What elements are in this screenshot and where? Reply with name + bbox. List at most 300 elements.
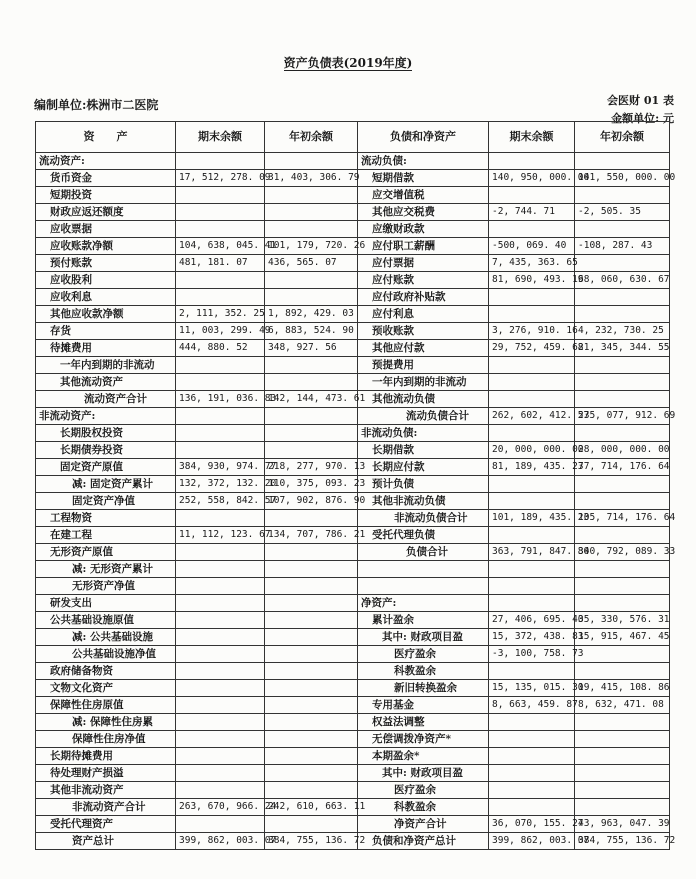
- liability-label: 新旧转换盈余: [358, 680, 489, 697]
- col-liability: 负债和净资产: [358, 122, 489, 153]
- asset-begin-value: [265, 442, 358, 459]
- asset-end-value: 104, 638, 045. 41: [176, 238, 265, 255]
- table-row: [36, 340, 670, 357]
- liability-label: 负债和净资产总计: [358, 833, 489, 850]
- asset-begin-value: [265, 153, 358, 170]
- liability-label: 应付票据: [358, 255, 489, 272]
- asset-begin-value: [265, 612, 358, 629]
- asset-label: 非流动资产:: [36, 408, 176, 425]
- asset-end-value: [176, 765, 265, 782]
- liability-begin-value: [575, 221, 670, 238]
- asset-begin-value: [265, 595, 358, 612]
- table-body: [36, 153, 676, 850]
- form-number: 会医财 01 表: [607, 94, 674, 107]
- liability-begin-value: [575, 561, 670, 578]
- asset-label: 工程物资: [36, 510, 176, 527]
- liability-begin-value: 19, 415, 108. 86: [575, 680, 670, 697]
- table-row: [36, 459, 670, 476]
- liability-begin-value: 21, 345, 344. 55: [575, 340, 670, 357]
- asset-begin-value: [265, 408, 358, 425]
- liability-begin-value: [575, 765, 670, 782]
- amount-unit: 金额单位: 元: [611, 112, 674, 125]
- liability-end-value: 3, 276, 910. 16: [489, 323, 575, 340]
- asset-label: 应收账款净额: [36, 238, 176, 255]
- table-row: [36, 323, 670, 340]
- asset-begin-value: [265, 357, 358, 374]
- liability-end-value: [489, 782, 575, 799]
- asset-label: 无形资产原值: [36, 544, 176, 561]
- table-row: [36, 425, 670, 442]
- liability-label: 净资产:: [358, 595, 489, 612]
- liability-end-value: 363, 791, 847. 80: [489, 544, 575, 561]
- asset-end-value: [176, 816, 265, 833]
- asset-begin-value: [265, 816, 358, 833]
- asset-end-value: [176, 510, 265, 527]
- liability-end-value: 15, 372, 438. 83: [489, 629, 575, 646]
- liability-end-value: [489, 799, 575, 816]
- liability-end-value: [489, 221, 575, 238]
- asset-begin-value: [265, 374, 358, 391]
- col-liability-begin: 年初余额: [575, 122, 670, 153]
- asset-begin-value: [265, 680, 358, 697]
- liability-label: 科教盈余: [358, 663, 489, 680]
- liability-end-value: 81, 690, 493. 19: [489, 272, 575, 289]
- asset-label: 其他非流动资产: [36, 782, 176, 799]
- liability-label: 一年内到期的非流动: [358, 374, 489, 391]
- liability-begin-value: [575, 187, 670, 204]
- liability-begin-value: [575, 493, 670, 510]
- liability-end-value: [489, 357, 575, 374]
- table-row: [36, 731, 670, 748]
- asset-end-value: 263, 670, 966. 24: [176, 799, 265, 816]
- asset-begin-value: 384, 755, 136. 72: [265, 833, 358, 850]
- liability-label: 其他非流动负债: [358, 493, 489, 510]
- col-asset-begin: 年初余额: [265, 122, 358, 153]
- asset-begin-value: 436, 565. 07: [265, 255, 358, 272]
- asset-label: 应收票据: [36, 221, 176, 238]
- asset-end-value: [176, 289, 265, 306]
- liability-end-value: 262, 602, 412. 57: [489, 408, 575, 425]
- asset-end-value: 11, 112, 123. 67: [176, 527, 265, 544]
- liability-label: 其他流动负债: [358, 391, 489, 408]
- table-row: [36, 595, 670, 612]
- liability-begin-value: -108, 287. 43: [575, 238, 670, 255]
- asset-label: 非流动资产合计: [36, 799, 176, 816]
- liability-label: 短期借款: [358, 170, 489, 187]
- asset-end-value: [176, 731, 265, 748]
- table-row: [36, 255, 670, 272]
- asset-end-value: [176, 357, 265, 374]
- liability-label: 流动负债合计: [358, 408, 489, 425]
- asset-label: 减: 公共基础设施: [36, 629, 176, 646]
- liability-label: 其他应交税费: [358, 204, 489, 221]
- asset-begin-value: [265, 697, 358, 714]
- liability-label: 累计盈余: [358, 612, 489, 629]
- asset-begin-value: [265, 765, 358, 782]
- liability-begin-value: 4, 232, 730. 25: [575, 323, 670, 340]
- table-row: [36, 493, 670, 510]
- liability-begin-value: [575, 391, 670, 408]
- liability-end-value: [489, 187, 575, 204]
- table-row: [36, 799, 670, 816]
- asset-begin-value: 218, 277, 970. 13: [265, 459, 358, 476]
- liability-begin-value: [575, 374, 670, 391]
- asset-begin-value: 134, 707, 786. 21: [265, 527, 358, 544]
- asset-label: 公共基础设施原值: [36, 612, 176, 629]
- liability-end-value: [489, 527, 575, 544]
- liability-label: 专用基金: [358, 697, 489, 714]
- table-row: [36, 833, 670, 850]
- asset-label: 无形资产净值: [36, 578, 176, 595]
- report-title: [0, 54, 696, 71]
- asset-end-value: 252, 558, 842. 57: [176, 493, 265, 510]
- liability-end-value: [489, 493, 575, 510]
- asset-label: 应收股利: [36, 272, 176, 289]
- asset-begin-value: [265, 221, 358, 238]
- asset-end-value: [176, 221, 265, 238]
- asset-end-value: [176, 629, 265, 646]
- col-asset-end: 期末余额: [176, 122, 265, 153]
- asset-begin-value: 142, 144, 473. 61: [265, 391, 358, 408]
- asset-end-value: [176, 748, 265, 765]
- liability-begin-value: [575, 425, 670, 442]
- asset-begin-value: [265, 425, 358, 442]
- asset-begin-value: [265, 561, 358, 578]
- asset-end-value: [176, 782, 265, 799]
- liability-label: 受托代理负债: [358, 527, 489, 544]
- asset-end-value: 17, 512, 278. 09: [176, 170, 265, 187]
- liability-label: 净资产合计: [358, 816, 489, 833]
- liability-label: 预收账款: [358, 323, 489, 340]
- table-row: [36, 680, 670, 697]
- liability-label: 预计负债: [358, 476, 489, 493]
- liability-begin-value: [575, 153, 670, 170]
- table-row: [36, 578, 670, 595]
- liability-end-value: -2, 744. 71: [489, 204, 575, 221]
- asset-begin-value: [265, 204, 358, 221]
- asset-end-value: [176, 408, 265, 425]
- table-row: [36, 714, 670, 731]
- liability-end-value: 15, 135, 015. 30: [489, 680, 575, 697]
- table-row: [36, 476, 670, 493]
- liability-end-value: [489, 714, 575, 731]
- asset-label: 一年内到期的非流动: [36, 357, 176, 374]
- liability-label: 长期借款: [358, 442, 489, 459]
- asset-label: 在建工程: [36, 527, 176, 544]
- table-row: [36, 765, 670, 782]
- asset-end-value: 444, 880. 52: [176, 340, 265, 357]
- asset-begin-value: 107, 902, 876. 90: [265, 493, 358, 510]
- asset-label: 保障性住房净值: [36, 731, 176, 748]
- asset-end-value: [176, 578, 265, 595]
- asset-begin-value: 348, 927. 56: [265, 340, 358, 357]
- table-row: [36, 612, 670, 629]
- liability-label: 其中: 财政项目盈: [358, 765, 489, 782]
- liability-begin-value: [575, 646, 670, 663]
- liability-end-value: [489, 578, 575, 595]
- liability-end-value: [489, 765, 575, 782]
- table-row: [36, 561, 670, 578]
- table-row: [36, 306, 670, 323]
- table-row: [36, 408, 670, 425]
- liability-begin-value: [575, 476, 670, 493]
- asset-begin-value: [265, 731, 358, 748]
- liability-begin-value: 105, 714, 176. 64: [575, 510, 670, 527]
- liability-begin-value: 235, 077, 912. 69: [575, 408, 670, 425]
- liability-begin-value: [575, 578, 670, 595]
- asset-label: 固定资产原值: [36, 459, 176, 476]
- liability-label: [358, 561, 489, 578]
- asset-end-value: [176, 663, 265, 680]
- asset-label: 流动资产:: [36, 153, 176, 170]
- asset-label: 预付账款: [36, 255, 176, 272]
- table-row: [36, 357, 670, 374]
- liability-label: 科教盈余: [358, 799, 489, 816]
- table-header-row: [36, 122, 670, 153]
- liability-end-value: 36, 070, 155. 27: [489, 816, 575, 833]
- asset-end-value: [176, 153, 265, 170]
- asset-end-value: [176, 442, 265, 459]
- liability-label: 无偿调拨净资产*: [358, 731, 489, 748]
- liability-begin-value: [575, 799, 670, 816]
- asset-begin-value: [265, 272, 358, 289]
- liability-end-value: 399, 862, 003. 07: [489, 833, 575, 850]
- table-row: [36, 374, 670, 391]
- liability-end-value: 81, 189, 435. 23: [489, 459, 575, 476]
- liability-end-value: [489, 561, 575, 578]
- liability-end-value: [489, 289, 575, 306]
- liability-begin-value: 15, 915, 467. 45: [575, 629, 670, 646]
- table-row: [36, 527, 670, 544]
- liability-label: 医疗盈余: [358, 646, 489, 663]
- asset-begin-value: [265, 663, 358, 680]
- liability-begin-value: 340, 792, 089. 33: [575, 544, 670, 561]
- liability-label: 应付账款: [358, 272, 489, 289]
- table-row: [36, 391, 670, 408]
- table-row: [36, 442, 670, 459]
- table-row: [36, 629, 670, 646]
- asset-label: 存货: [36, 323, 176, 340]
- liability-begin-value: [575, 289, 670, 306]
- asset-label: 待处理财产损溢: [36, 765, 176, 782]
- liability-end-value: 101, 189, 435. 23: [489, 510, 575, 527]
- asset-end-value: 399, 862, 003. 07: [176, 833, 265, 850]
- liability-begin-value: [575, 527, 670, 544]
- asset-label: 流动资产合计: [36, 391, 176, 408]
- liability-label: 应付政府补贴款: [358, 289, 489, 306]
- report-title-text: 资产负债表(2019年度): [283, 56, 413, 70]
- liability-label: 医疗盈余: [358, 782, 489, 799]
- liability-label: 应缴财政款: [358, 221, 489, 238]
- asset-end-value: [176, 374, 265, 391]
- asset-label: 短期投资: [36, 187, 176, 204]
- liability-end-value: [489, 476, 575, 493]
- asset-end-value: [176, 595, 265, 612]
- liability-begin-value: [575, 731, 670, 748]
- liability-label: 权益法调整: [358, 714, 489, 731]
- asset-label: 货币资金: [36, 170, 176, 187]
- asset-end-value: [176, 425, 265, 442]
- table-row: [36, 748, 670, 765]
- asset-end-value: [176, 714, 265, 731]
- asset-begin-value: [265, 714, 358, 731]
- liability-label: 流动负债:: [358, 153, 489, 170]
- liability-begin-value: 141, 550, 000. 00: [575, 170, 670, 187]
- asset-end-value: [176, 204, 265, 221]
- liability-end-value: 20, 000, 000. 00: [489, 442, 575, 459]
- asset-begin-value: 242, 610, 663. 11: [265, 799, 358, 816]
- asset-end-value: [176, 697, 265, 714]
- liability-label: 应交增值税: [358, 187, 489, 204]
- liability-label: 负债合计: [358, 544, 489, 561]
- asset-end-value: 2, 111, 352. 25: [176, 306, 265, 323]
- reporting-unit: 编制单位:株洲市二医院: [34, 98, 159, 112]
- asset-begin-value: 6, 883, 524. 90: [265, 323, 358, 340]
- col-liability-end: 期末余额: [489, 122, 575, 153]
- asset-label: 财政应返还额度: [36, 204, 176, 221]
- table-row: [36, 289, 670, 306]
- liability-begin-value: [575, 306, 670, 323]
- liability-begin-value: 35, 330, 576. 31: [575, 612, 670, 629]
- balance-sheet-table: [35, 121, 676, 850]
- asset-label: 其他应收款净额: [36, 306, 176, 323]
- asset-end-value: 481, 181. 07: [176, 255, 265, 272]
- asset-end-value: [176, 561, 265, 578]
- table-row: [36, 697, 670, 714]
- asset-end-value: [176, 612, 265, 629]
- asset-end-value: [176, 646, 265, 663]
- asset-label: 长期债券投资: [36, 442, 176, 459]
- asset-label: 减: 保障性住房累: [36, 714, 176, 731]
- liability-begin-value: 384, 755, 136. 72: [575, 833, 670, 850]
- liability-end-value: -500, 069. 40: [489, 238, 575, 255]
- asset-begin-value: [265, 187, 358, 204]
- asset-begin-value: 1, 892, 429. 03: [265, 306, 358, 323]
- liability-label: 非流动负债:: [358, 425, 489, 442]
- table-row: [36, 272, 670, 289]
- liability-label: [358, 578, 489, 595]
- asset-begin-value: [265, 748, 358, 765]
- asset-label: 保障性住房原值: [36, 697, 176, 714]
- liability-end-value: [489, 153, 575, 170]
- liability-end-value: [489, 391, 575, 408]
- liability-begin-value: -2, 505. 35: [575, 204, 670, 221]
- liability-label: 本期盈余*: [358, 748, 489, 765]
- asset-end-value: [176, 187, 265, 204]
- table-row: [36, 816, 670, 833]
- liability-label: 其中: 财政项目盈: [358, 629, 489, 646]
- table-row: [36, 663, 670, 680]
- table-row: [36, 153, 670, 170]
- liability-end-value: [489, 374, 575, 391]
- liability-end-value: [489, 663, 575, 680]
- liability-label: 预提费用: [358, 357, 489, 374]
- liability-label: 非流动负债合计: [358, 510, 489, 527]
- asset-begin-value: [265, 629, 358, 646]
- liability-begin-value: [575, 357, 670, 374]
- liability-end-value: [489, 731, 575, 748]
- asset-label: 其他流动资产: [36, 374, 176, 391]
- liability-end-value: 29, 752, 459. 68: [489, 340, 575, 357]
- col-asset: 资 产: [36, 122, 176, 153]
- liability-begin-value: [575, 782, 670, 799]
- liability-end-value: [489, 748, 575, 765]
- asset-label: 减: 无形资产累计: [36, 561, 176, 578]
- asset-begin-value: [265, 646, 358, 663]
- liability-label: 长期应付款: [358, 459, 489, 476]
- table-row: [36, 221, 670, 238]
- asset-begin-value: [265, 289, 358, 306]
- liability-end-value: [489, 425, 575, 442]
- liability-end-value: 27, 406, 695. 40: [489, 612, 575, 629]
- asset-label: 文物文化资产: [36, 680, 176, 697]
- liability-begin-value: [575, 748, 670, 765]
- asset-end-value: 384, 930, 974. 77: [176, 459, 265, 476]
- asset-begin-value: 110, 375, 093. 23: [265, 476, 358, 493]
- asset-label: 长期股权投资: [36, 425, 176, 442]
- asset-label: 固定资产净值: [36, 493, 176, 510]
- asset-begin-value: [265, 578, 358, 595]
- asset-end-value: 132, 372, 132. 20: [176, 476, 265, 493]
- asset-begin-value: 31, 403, 306. 79: [265, 170, 358, 187]
- liability-end-value: 7, 435, 363. 65: [489, 255, 575, 272]
- table-row: [36, 782, 670, 799]
- asset-end-value: 136, 191, 036. 83: [176, 391, 265, 408]
- table-row: [36, 544, 670, 561]
- asset-end-value: [176, 680, 265, 697]
- asset-end-value: 11, 003, 299. 49: [176, 323, 265, 340]
- liability-begin-value: [575, 255, 670, 272]
- table-row: [36, 204, 670, 221]
- liability-end-value: 140, 950, 000. 00: [489, 170, 575, 187]
- table-row: [36, 646, 670, 663]
- asset-end-value: [176, 544, 265, 561]
- liability-end-value: -3, 100, 758. 73: [489, 646, 575, 663]
- asset-label: 待摊费用: [36, 340, 176, 357]
- table-row: [36, 170, 670, 187]
- liability-begin-value: 28, 000, 000. 00: [575, 442, 670, 459]
- table-row: [36, 187, 670, 204]
- liability-begin-value: [575, 595, 670, 612]
- asset-label: 研发支出: [36, 595, 176, 612]
- liability-begin-value: [575, 663, 670, 680]
- liability-end-value: [489, 595, 575, 612]
- asset-begin-value: [265, 510, 358, 527]
- liability-end-value: [489, 306, 575, 323]
- liability-label: 应付利息: [358, 306, 489, 323]
- liability-begin-value: 77, 714, 176. 64: [575, 459, 670, 476]
- liability-label: 应付职工薪酬: [358, 238, 489, 255]
- asset-label: 减: 固定资产累计: [36, 476, 176, 493]
- liability-begin-value: [575, 714, 670, 731]
- table-row: [36, 510, 670, 527]
- asset-label: 应收利息: [36, 289, 176, 306]
- asset-begin-value: [265, 782, 358, 799]
- table-row: [36, 238, 670, 255]
- asset-label: 资产总计: [36, 833, 176, 850]
- asset-label: 政府储备物资: [36, 663, 176, 680]
- liability-label: 其他应付款: [358, 340, 489, 357]
- liability-begin-value: 8, 632, 471. 08: [575, 697, 670, 714]
- liability-begin-value: 68, 060, 630. 67: [575, 272, 670, 289]
- asset-label: 受托代理资产: [36, 816, 176, 833]
- asset-label: 长期待摊费用: [36, 748, 176, 765]
- liability-end-value: 8, 663, 459. 87: [489, 697, 575, 714]
- asset-end-value: [176, 272, 265, 289]
- asset-label: 公共基础设施净值: [36, 646, 176, 663]
- asset-begin-value: 101, 179, 720. 26: [265, 238, 358, 255]
- liability-begin-value: 43, 963, 047. 39: [575, 816, 670, 833]
